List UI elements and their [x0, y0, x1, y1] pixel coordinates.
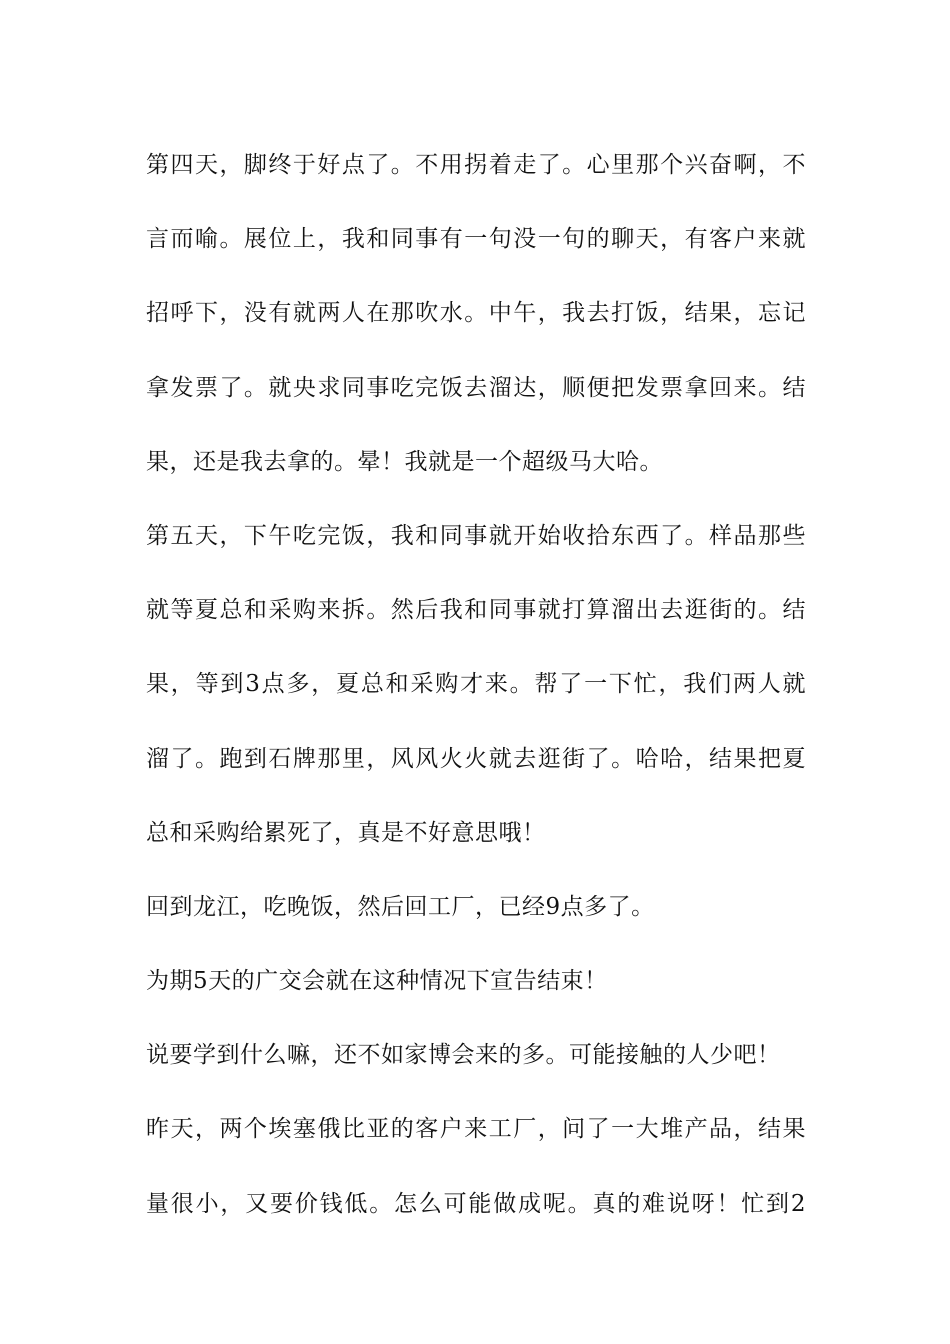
text-line: 第五天，下午吃完饭，我和同事就开始收拾东西了。样品那些	[146, 522, 806, 549]
text-line: 第四天，脚终于好点了。不用拐着走了。心里那个兴奋啊，不	[146, 152, 806, 178]
text-line: 说要学到什么嘛，还不如家博会来的多。可能接触的人少吧！	[146, 1042, 781, 1069]
text-line: 总和采购给累死了，真是不好意思哦！	[146, 819, 546, 846]
text-line: 为期5天的广交会就在这种情况下宣告结束！	[146, 968, 608, 995]
text-line: 言而喻。展位上，我和同事有一句没一句的聊天，有客户来就	[146, 226, 806, 253]
text-line: 昨天，两个埃塞俄比亚的客户来工厂，问了一大堆产品，结果	[146, 1116, 806, 1143]
text-line: 溜了。跑到石牌那里，风风火火就去逛街了。哈哈，结果把夏	[146, 745, 806, 772]
document-body	[146, 128, 806, 1241]
text-line: 招呼下，没有就两人在那吹水。中午，我去打饭，结果，忘记	[146, 300, 806, 327]
text-line: 果，还是我去拿的。晕！我就是一个超级马大哈。	[146, 448, 663, 475]
text-line: 拿发票了。就央求同事吃完饭去溜达，顺便把发票拿回来。结	[146, 374, 806, 401]
text-line: 果，等到3点多，夏总和采购才来。帮了一下忙，我们两人就	[146, 671, 806, 698]
text-line: 就等夏总和采购来拆。然后我和同事就打算溜出去逛街的。结	[146, 597, 806, 624]
text-line: 量很小，又要价钱低。怎么可能做成呢。真的难说呀！忙到2	[146, 1190, 806, 1217]
text-line: 回到龙江，吃晚饭，然后回工厂，已经9点多了。	[146, 893, 655, 920]
